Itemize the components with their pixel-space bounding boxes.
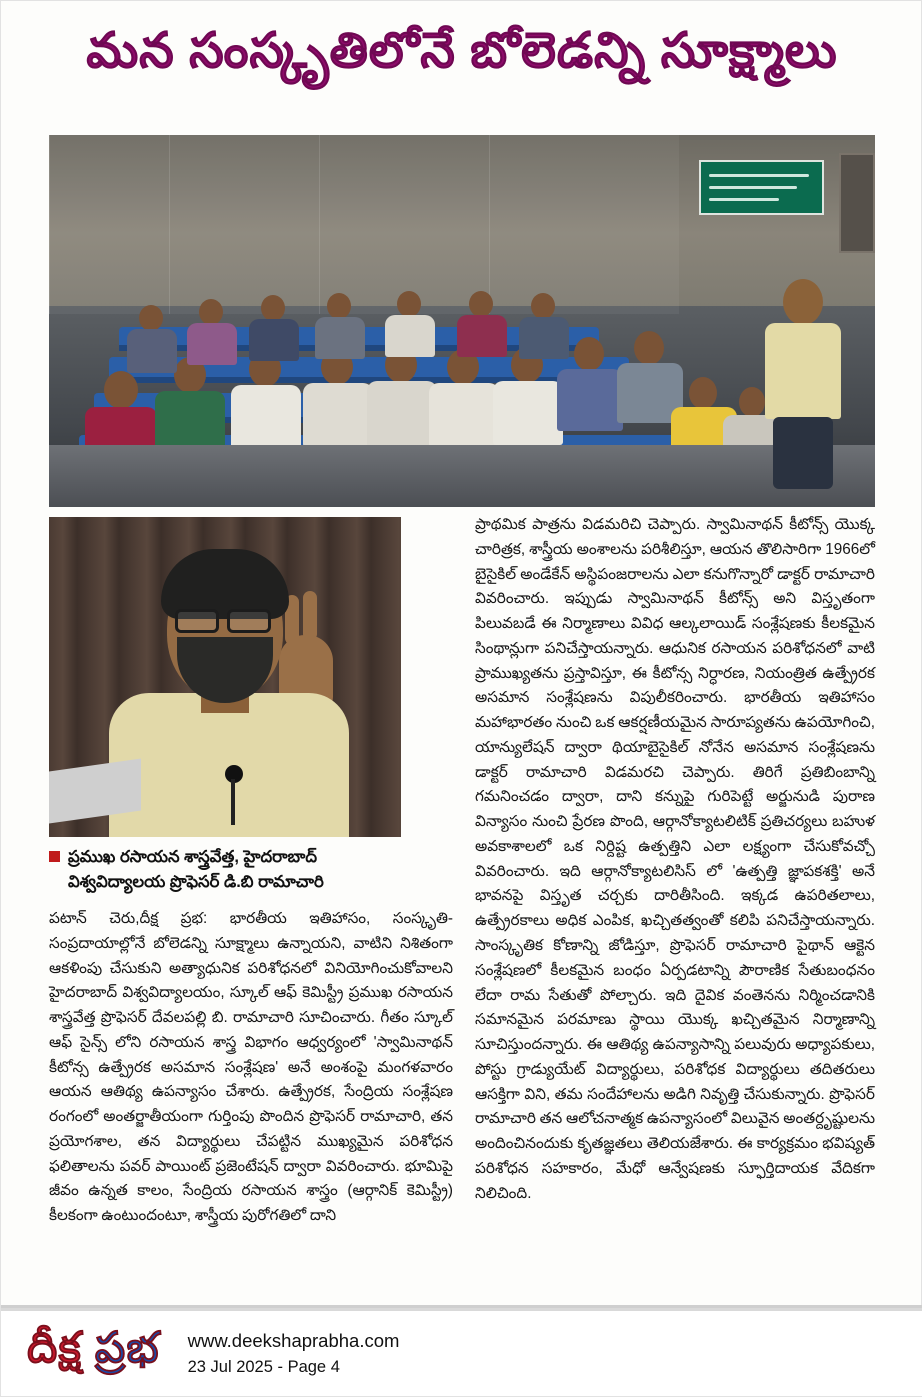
- audience-person: [634, 331, 664, 365]
- audience-person: [469, 291, 493, 317]
- hall-door: [839, 153, 875, 253]
- eyeglasses-icon: [227, 609, 271, 633]
- eyeglasses-icon: [175, 609, 219, 633]
- wall-panel: [319, 135, 489, 314]
- audience-person: [367, 381, 437, 447]
- audience-person: [574, 337, 604, 371]
- audience-person: [187, 323, 237, 365]
- logo-text-part2: ప్రభ: [81, 1324, 160, 1372]
- audience-person: [457, 315, 507, 357]
- article-column-right: [475, 513, 875, 1206]
- audience-person: [385, 315, 435, 357]
- page-headline: మన సంస్కృతిలోనే బోలెడన్ని సూక్ష్మాలు: [86, 24, 838, 78]
- audience-person: [231, 385, 301, 449]
- microphone-stem: [231, 779, 235, 825]
- audience-person: [689, 377, 717, 409]
- audience-person: [139, 305, 163, 331]
- audience-person: [303, 383, 373, 447]
- audience-person: [519, 317, 569, 359]
- website-url[interactable]: www.deekshaprabha.com: [187, 1330, 400, 1352]
- audience-person: [315, 317, 365, 359]
- audience-person: [199, 299, 223, 325]
- standing-speaker: [757, 279, 847, 489]
- headline-container: [1, 21, 922, 82]
- audience-person: [493, 381, 563, 445]
- raised-hand: [303, 591, 317, 641]
- wall-panel: [169, 135, 319, 314]
- audience-person: [249, 319, 299, 361]
- publication-logo: [27, 1324, 160, 1383]
- caption-line-1: ప్రముఖ రసాయన శాస్త్రవేత్త, హైదరాబాద్: [68, 848, 317, 866]
- logo-text-part1: దీక్ష: [27, 1324, 82, 1372]
- audience-person: [261, 295, 285, 321]
- hall-signboard: [699, 160, 824, 215]
- article-body-right: ప్రాథమిక పాత్రను విడమరిచి చెప్పారు. స్వామినాథన్ కీటోన్స్ యొక్క చారిత్రక, శాస్త్రీయ అంశాలను పరిశీలిస్తూ, ఆయన తొలిసారిగా 1966లో బైసైకిల్ అండేకేన్ అస్థిపంజరాలను ఎలా కనుగొన్నారో డాక్టర్ రామాచారి వివరించారు. ఇప్పుడు స్వామినాథన్ కీటోన్స్ అని విస్తృతంగా పిలువబడే ఈ నిర్మాణాలు వివిధ ఆల్కలాయిడ్ సంశ్లేషణకు కీలకమైన సింథాన్లుగా పనిచేస్తాయన్నారు. ఆధునిక రసాయన పరిశోధనలో వాటి ప్రాముఖ్యతను ప్రస్తావిస్తూ, ఈ కీటోన్స నిర్ధారణ, నియంత్రిత ఉత్ప్రేరక అసమాన సంశ్లేషణను విపులీకరించారు. భారతీయ ఇతిహాసం మహాభారతం నుంచి ఒక ఆకర్షణీయమైన సారూప్యతను ఉపయోగించి, యాన్యులేషన్ ద్వారా థియాబైసైకిల్ నోనేన అసమాన సంశ్లేషణను డాక్టర్ రామాచారి విడమరచి చెప్పారు. తిరిగే ప్రతిబింబాన్ని గమనించడం ద్వారా, దాని కన్నుపై గురిపెట్టే అర్జునుడి పురాణ విన్యాసం నుంచి ప్రేరణ పొంది, ఆర్గానోక్యాటలిటిక్ ప్రతిచర్యలు బహుళ అవకాశాలలో ఒక నిర్దిష్ట ఉత్పత్తిని ఎలా లక్ష్యంగా చేసుకోవచ్చో వివరించారు. ఇది ఆర్గానోక్యాటలిసిస్ లో 'ఉత్పత్తి జ్ఞాపకశక్తి' అనే భావనపై విస్తృత చర్చకు దారితీసింది. ఇక్కడ ఉపరితలాలు, ఉత్ప్రేరకాలు అధిక ఎంపిక, ఖచ్చితత్వంతో కలిపి పనిచేస్తాయన్నారు. సాంస్కృతిక కోణాన్ని జోడిస్తూ, ప్రొఫెసర్ రామాచారి పైథాన్ ఆక్టెన సంశ్లేషణలో కీలకమైన బంధం ఏర్పడటాన్ని పౌరాణిక సేతుబంధనం లేదా రామ సేతుతో పోల్చారు. ఇది దైవిక వంతెనను నిర్మించడానికి సమానమైన పరమాణు స్థాయి యొక్క ఖచ్చితమైన నిర్మాణాన్ని సూచిస్తుందన్నారు. ఈ ఆతిథ్య ఉపన్యాసాన్ని పలువురు అధ్యాపకులు, పోస్టు గ్రాడ్యుయేట్ విద్యార్థులు, పరిశోధక విద్యార్థులు తదితరులు ఆసక్తిగా విని, తమ సందేహాలను అడిగి నివృత్తి చేసుకున్నారు. ప్రొఫెసర్ రామాచారి తన ఆలోచనాత్మక ఉపన్యాసంలో విలువైన అంతర్దృష్టులను అందించినందుకు కృతజ్ఞతలు తెలియజేశారు. ఈ కార్యక్రమం భవిష్యత్ పరిశోధన సహకారం, మేధో ఆన్వేషణకు స్ఫూర్తిదాయక వేదికగా నిలిచింది.: [475, 516, 875, 1202]
- audience-person: [104, 371, 138, 409]
- caption-bullet-icon: [49, 851, 60, 862]
- speaker-portrait-photo: [49, 517, 401, 837]
- audience-person: [429, 383, 499, 447]
- audience-person: [531, 293, 555, 319]
- audience-person: [327, 293, 351, 319]
- wall-panel: [49, 135, 169, 314]
- date-and-page: 23 Jul 2025 - Page 4: [187, 1358, 340, 1376]
- article-body-left: పటాన్ చెరు,దీక్ష ప్రభ: భారతీయ ఇతిహాసం, సంస్కృతి-సంప్రదాయాల్లోనే బోలెడన్ని సూక్ష్మాలు ఉన్నాయని, వాటిని నిశితంగా ఆకళింపు చేసుకుని అత్యాధునిక పరిశోధనలో వినియోగించుకోవాలని హైదరాబాద్ విశ్వవిద్యాలయం, స్కూల్ ఆఫ్ కెమిస్ట్రీ ప్రముఖ రసాయన శాస్త్రవేత్త ప్రొఫెసర్ దేవలపల్లి బి. రామాచారి సూచించారు. గీతం స్కూల్ ఆఫ్ సైన్స్ లోని రసాయన శాస్త్ర విభాగం ఆధ్వర్యంలో 'స్వామినాథన్ కీటోన్స ఉత్ప్రేరక అసమాన సంశ్లేషణ' అనే అంశంపై మంగళవారం ఆయన ఆతిథ్య ఉపన్యాసం చేశారు. ఉత్ప్రేరక, సేంద్రియ సంశ్లేషణ రంగంలో అంతర్జాతీయంగా గుర్తింపు పొందిన ప్రొఫెసర్ రామాచారి, తన ప్రయోగశాల, తన విద్యార్థులు చేపట్టిన ముఖ్యమైన పరిశోధన ఫలితాలను పవర్ పాయింట్ ప్రజెంటేషన్ ద్వారా వివరించారు. భూమిపై జీవం ఉన్నత కాలం, సేంద్రియ రసాయన శాస్త్రం (ఆర్గానిక్ కెమిస్ట్రీ) కీలకంగా ఉంటుందంటూ, శాస్త్రీయ పురోగతిలో దాని: [49, 910, 453, 1225]
- footer-meta: [188, 1327, 400, 1380]
- audience-person: [127, 329, 177, 373]
- photo-caption: [49, 845, 449, 895]
- article-column-left: [49, 907, 453, 1229]
- auditorium-photo: [49, 135, 875, 507]
- hall-floor: [49, 445, 875, 507]
- page-footer: [1, 1308, 922, 1396]
- audience-person: [557, 369, 623, 431]
- audience-person: [397, 291, 421, 317]
- caption-line-2: విశ్వవిద్యాలయ ప్రొఫెసర్ డి.బి రామాచారి: [68, 872, 324, 891]
- wall-panel: [489, 135, 679, 314]
